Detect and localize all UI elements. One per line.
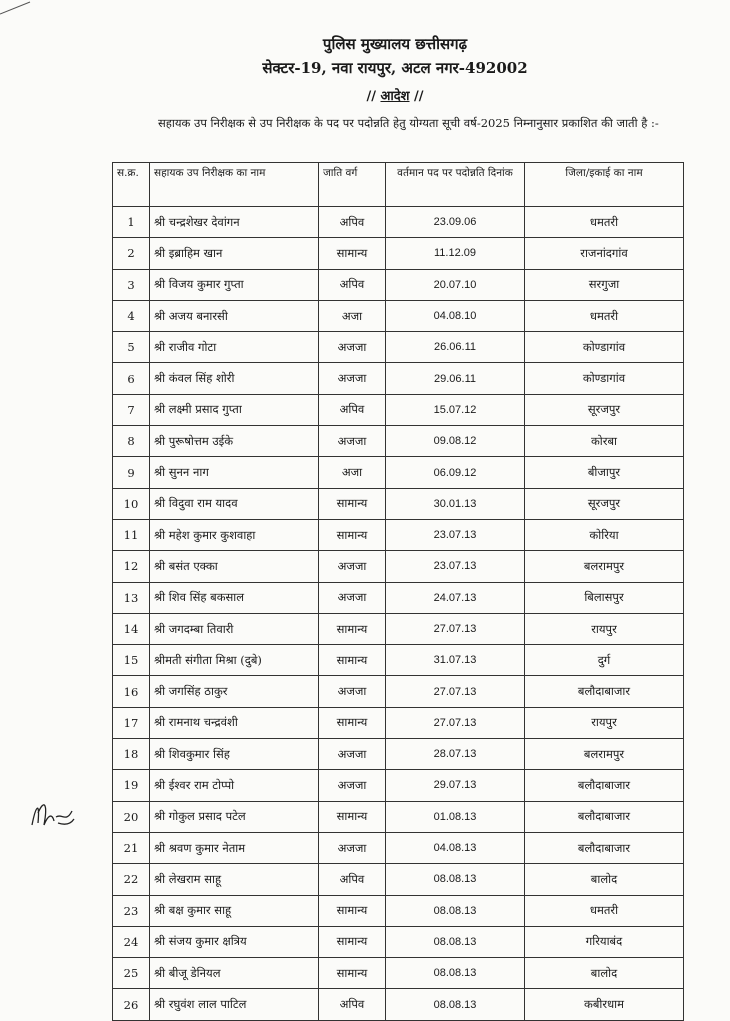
promotion-date: 09.08.12 <box>386 426 525 457</box>
table-row <box>113 519 684 550</box>
header-serial: स.क्र. <box>113 163 150 207</box>
order-intro-text: सहायक उप निरीक्षक से उप निरीक्षक के पद पर पदोन्नति हेतु योग्यता सूची वर्ष-2025 निम्नानुसार प्रकाशित की जाती है :- <box>158 116 659 130</box>
district-unit: धमतरी <box>525 300 684 331</box>
table-row <box>113 832 684 863</box>
table-row <box>113 332 684 363</box>
officer-name: श्री गोकुल प्रसाद पटेल <box>150 801 319 832</box>
officer-name: श्री इब्राहिम खान <box>150 238 319 269</box>
caste-category: अजजा <box>319 551 386 582</box>
promotion-date: 08.08.13 <box>386 989 525 1020</box>
order-suffix: // <box>409 89 424 104</box>
table-row <box>113 238 684 269</box>
caste-category: सामान्य <box>319 926 386 957</box>
serial-number: 15 <box>113 645 150 676</box>
district-unit: बालोद <box>525 958 684 989</box>
serial-number: 17 <box>113 707 150 738</box>
promotion-date: 23.07.13 <box>386 551 525 582</box>
promotion-date: 08.08.13 <box>386 895 525 926</box>
serial-number: 5 <box>113 332 150 363</box>
district-unit: सूरजपुर <box>525 394 684 425</box>
promotion-date: 26.06.11 <box>386 332 525 363</box>
serial-number: 13 <box>113 582 150 613</box>
district-unit: धमतरी <box>525 207 684 238</box>
officer-name: श्री बीजू डेनियल <box>150 958 319 989</box>
serial-number: 12 <box>113 551 150 582</box>
serial-number: 23 <box>113 895 150 926</box>
promotion-date: 08.08.13 <box>386 864 525 895</box>
promotion-date: 29.06.11 <box>386 363 525 394</box>
header-caste: जाति वर्ग <box>319 163 386 207</box>
district-unit: बालोद <box>525 864 684 895</box>
serial-number: 25 <box>113 958 150 989</box>
officer-name: श्री रामनाथ चन्द्रवंशी <box>150 707 319 738</box>
district-unit: बलरामपुर <box>525 739 684 770</box>
promotion-date: 29.07.13 <box>386 770 525 801</box>
officer-name: श्री जगदम्बा तिवारी <box>150 613 319 644</box>
caste-category: अजजा <box>319 832 386 863</box>
promotion-date: 27.07.13 <box>386 676 525 707</box>
caste-category: अजजा <box>319 770 386 801</box>
table-row <box>113 363 684 394</box>
officer-name: श्री सुनन नाग <box>150 457 319 488</box>
serial-number: 6 <box>113 363 150 394</box>
promotion-date: 31.07.13 <box>386 645 525 676</box>
officer-name: श्री बसंत एक्का <box>150 551 319 582</box>
table-row <box>113 707 684 738</box>
promotion-date: 20.07.10 <box>386 269 525 300</box>
promotion-date: 04.08.10 <box>386 300 525 331</box>
officer-name: श्री राजीव गोटा <box>150 332 319 363</box>
serial-number: 7 <box>113 394 150 425</box>
officer-name: श्री श्रवण कुमार नेताम <box>150 832 319 863</box>
serial-number: 4 <box>113 300 150 331</box>
promotion-date: 08.08.13 <box>386 926 525 957</box>
table-row <box>113 770 684 801</box>
officer-name: श्री जगसिंह ठाकुर <box>150 676 319 707</box>
serial-number: 3 <box>113 269 150 300</box>
promotion-date: 08.08.13 <box>386 958 525 989</box>
page-crease-mark <box>0 0 40 16</box>
order-prefix: // <box>366 89 381 104</box>
promotion-date: 06.09.12 <box>386 457 525 488</box>
promotion-date: 15.07.12 <box>386 394 525 425</box>
district-unit: दुर्ग <box>525 645 684 676</box>
officer-name: श्री शिव सिंह बकसाल <box>150 582 319 613</box>
officer-name: श्री शिवकुमार सिंह <box>150 739 319 770</box>
table-row <box>113 426 684 457</box>
table-header-row <box>113 163 684 207</box>
serial-number: 21 <box>113 832 150 863</box>
promotion-date: 23.09.06 <box>386 207 525 238</box>
serial-number: 1 <box>113 207 150 238</box>
table-row <box>113 582 684 613</box>
district-unit: राजनांदगांव <box>525 238 684 269</box>
promotion-date: 28.07.13 <box>386 739 525 770</box>
header-promotion-date: वर्तमान पद पर पदोन्नति दिनांक <box>386 163 525 207</box>
table-row <box>113 958 684 989</box>
district-unit: बलौदाबाजार <box>525 801 684 832</box>
promotion-date: 27.07.13 <box>386 613 525 644</box>
serial-number: 2 <box>113 238 150 269</box>
promotion-date: 27.07.13 <box>386 707 525 738</box>
caste-category: सामान्य <box>319 707 386 738</box>
office-name: पुलिस मुख्यालय छत्तीसगढ़ <box>322 35 468 53</box>
officer-name: श्री पुरूषोत्तम उईके <box>150 426 319 457</box>
district-unit: कबीरधाम <box>525 989 684 1020</box>
caste-category: अपिव <box>319 394 386 425</box>
caste-category: अजजा <box>319 739 386 770</box>
serial-number: 20 <box>113 801 150 832</box>
table-row <box>113 551 684 582</box>
caste-category: अजजा <box>319 363 386 394</box>
table-row <box>113 394 684 425</box>
district-unit: कोण्डागांव <box>525 332 684 363</box>
caste-category: अपिव <box>319 207 386 238</box>
table-row <box>113 801 684 832</box>
serial-number: 22 <box>113 864 150 895</box>
officer-name: श्री बक्ष कुमार साहू <box>150 895 319 926</box>
officer-name: श्री लेखराम साहू <box>150 864 319 895</box>
promotion-date: 01.08.13 <box>386 801 525 832</box>
table-row <box>113 269 684 300</box>
promotion-date: 30.01.13 <box>386 488 525 519</box>
table-row <box>113 457 684 488</box>
table-row <box>113 926 684 957</box>
serial-number: 24 <box>113 926 150 957</box>
serial-number: 19 <box>113 770 150 801</box>
eligibility-table <box>112 162 684 1021</box>
district-unit: गरियाबंद <box>525 926 684 957</box>
caste-category: अजा <box>319 457 386 488</box>
district-unit: सूरजपुर <box>525 488 684 519</box>
table-row <box>113 645 684 676</box>
officer-name: श्री कंवल सिंह शोरी <box>150 363 319 394</box>
promotion-date: 04.08.13 <box>386 832 525 863</box>
caste-category: सामान्य <box>319 958 386 989</box>
caste-category: सामान्य <box>319 645 386 676</box>
caste-category: सामान्य <box>319 613 386 644</box>
table-row <box>113 207 684 238</box>
promotion-date: 23.07.13 <box>386 519 525 550</box>
officer-name: श्री विदुवा राम यादव <box>150 488 319 519</box>
promotion-date: 11.12.09 <box>386 238 525 269</box>
table-row <box>113 739 684 770</box>
caste-category: सामान्य <box>319 488 386 519</box>
serial-number: 18 <box>113 739 150 770</box>
caste-category: सामान्य <box>319 895 386 926</box>
handwritten-initials <box>28 795 78 835</box>
district-unit: बलौदाबाजार <box>525 770 684 801</box>
office-address: सेक्टर-19, नवा रायपुर, अटल नगर-492002 <box>262 59 528 77</box>
serial-number: 16 <box>113 676 150 707</box>
serial-number: 14 <box>113 613 150 644</box>
caste-category: अजजा <box>319 676 386 707</box>
caste-category: अपिव <box>319 864 386 895</box>
district-unit: कोरबा <box>525 426 684 457</box>
district-unit: धमतरी <box>525 895 684 926</box>
district-unit: रायपुर <box>525 707 684 738</box>
officer-name: श्रीमती संगीता मिश्रा (दुबे) <box>150 645 319 676</box>
serial-number: 10 <box>113 488 150 519</box>
caste-category: अजजा <box>319 582 386 613</box>
caste-category: सामान्य <box>319 238 386 269</box>
serial-number: 8 <box>113 426 150 457</box>
district-unit: रायपुर <box>525 613 684 644</box>
caste-category: सामान्य <box>319 519 386 550</box>
district-unit: बलौदाबाजार <box>525 676 684 707</box>
officer-name: श्री लक्ष्मी प्रसाद गुप्ता <box>150 394 319 425</box>
table-row <box>113 488 684 519</box>
header-name: सहायक उप निरीक्षक का नाम <box>150 163 319 207</box>
district-unit: कोरिया <box>525 519 684 550</box>
caste-category: अजा <box>319 300 386 331</box>
officer-name: श्री संजय कुमार क्षत्रिय <box>150 926 319 957</box>
table-row <box>113 989 684 1020</box>
serial-number: 26 <box>113 989 150 1020</box>
serial-number: 9 <box>113 457 150 488</box>
caste-category: अपिव <box>319 269 386 300</box>
header-district: जिला/इकाई का नाम <box>525 163 684 207</box>
table-row <box>113 895 684 926</box>
table-row <box>113 300 684 331</box>
order-title: आदेश <box>380 89 410 104</box>
district-unit: सरगुजा <box>525 269 684 300</box>
officer-name: श्री ईश्वर राम टोप्पो <box>150 770 319 801</box>
district-unit: बिलासपुर <box>525 582 684 613</box>
district-unit: बलौदाबाजार <box>525 832 684 863</box>
caste-category: अजजा <box>319 332 386 363</box>
caste-category: अपिव <box>319 989 386 1020</box>
officer-name: श्री रघुवंश लाल पाटिल <box>150 989 319 1020</box>
promotion-date: 24.07.13 <box>386 582 525 613</box>
order-heading <box>30 86 730 104</box>
table-body <box>113 207 684 1021</box>
officer-name: श्री विजय कुमार गुप्ता <box>150 269 319 300</box>
table-row <box>113 613 684 644</box>
table-row <box>113 676 684 707</box>
serial-number: 11 <box>113 519 150 550</box>
district-unit: बलरामपुर <box>525 551 684 582</box>
district-unit: बीजापुर <box>525 457 684 488</box>
officer-name: श्री महेश कुमार कुशवाहा <box>150 519 319 550</box>
officer-name: श्री अजय बनारसी <box>150 300 319 331</box>
table-row <box>113 864 684 895</box>
district-unit: कोण्डागांव <box>525 363 684 394</box>
caste-category: सामान्य <box>319 801 386 832</box>
caste-category: अजजा <box>319 426 386 457</box>
officer-name: श्री चन्द्रशेखर देवांगन <box>150 207 319 238</box>
